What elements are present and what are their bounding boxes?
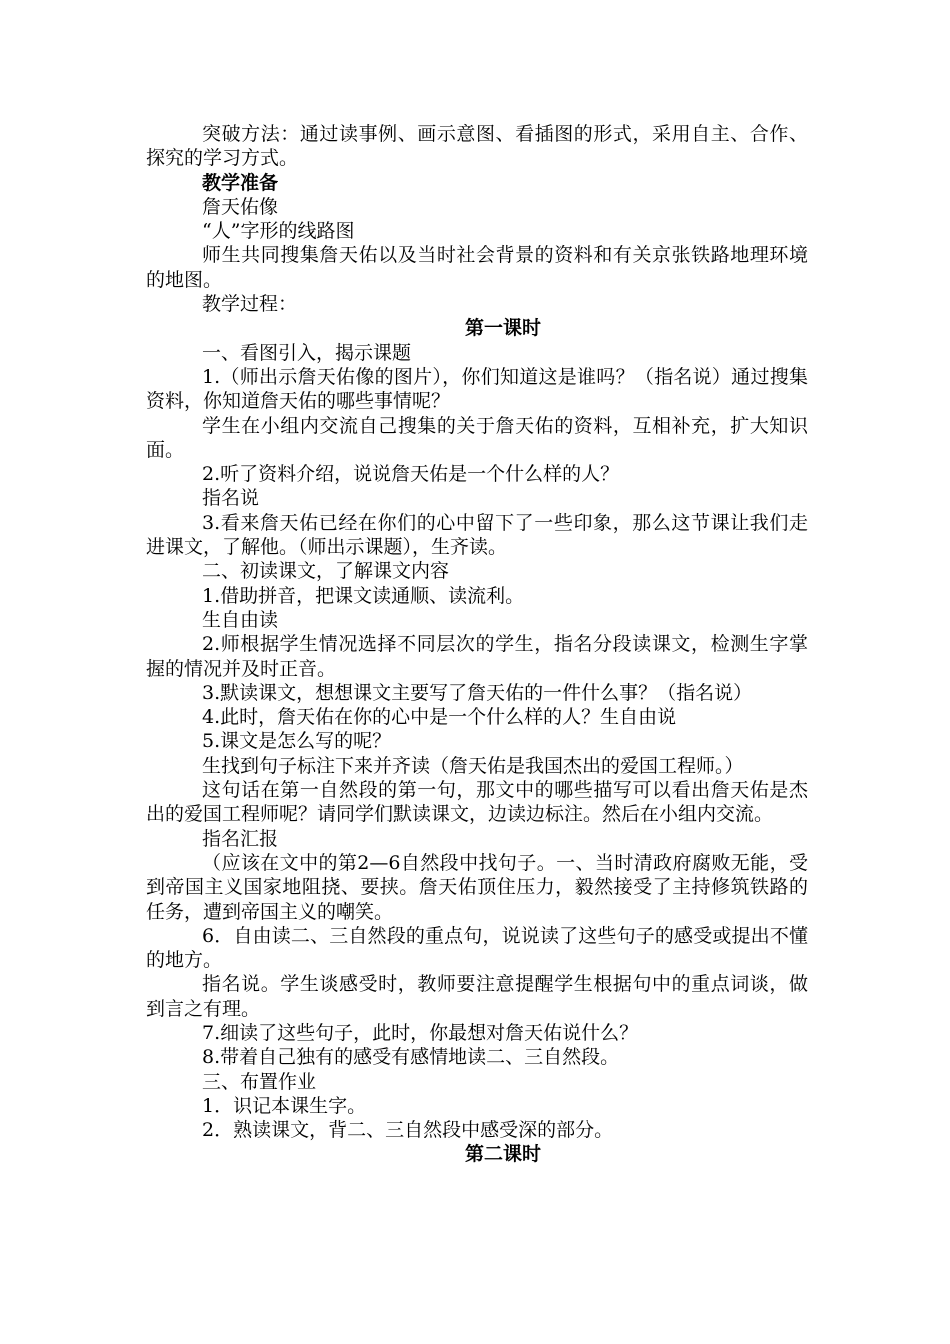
paragraph-share-feelings: 指名说。学生谈感受时，教师要注意提醒学生根据句中的重点词谈，做到言之有理。 xyxy=(146,973,808,1020)
section-heading-intro: 一、看图引入，揭示课题 xyxy=(202,341,412,364)
document-body xyxy=(146,122,808,1167)
paragraph-first-sentence: 这句话在第一自然段的第一句，那文中的哪些描写可以看出詹天佑是杰出的爱国工程师呢？请同学们默读课文，边读边标注。然后在小组内交流。 xyxy=(146,779,808,826)
paragraph-reading-step-2: 2.师根据学生情况选择不同层次的学生，指名分段读课文，检测生字掌握的情况并及时正音。 xyxy=(146,633,808,680)
heading-first-lesson: 第一课时 xyxy=(464,317,541,340)
paragraph-homework-2: 2．熟读课文，背二、三自然段中感受深的部分。 xyxy=(202,1119,614,1142)
section-heading-homework: 三、布置作业 xyxy=(202,1070,317,1093)
paragraph-reading-step-6: 6．自由读二、三自然段的重点句，说说读了这些句子的感受或提出不懂的地方。 xyxy=(146,924,808,972)
paragraph-step-3: 3.看来詹天佑已经在你们的心中留下了一些印象，那么这节课让我们走进课文，了解他。（师出示课题），生齐读。 xyxy=(146,511,808,559)
paragraph-reading-step-7: 7.细读了这些句子，此时，你最想对詹天佑说什么？ xyxy=(202,1021,639,1044)
heading-second-lesson: 第二课时 xyxy=(464,1143,541,1166)
heading-teaching-preparation: 教学准备 xyxy=(202,171,279,194)
paragraph-reading-step-3: 3.默读课文，想想课文主要写了詹天佑的一件什么事？（指名说） xyxy=(202,681,753,704)
paragraph-free-reading: 生自由读 xyxy=(202,608,279,631)
paragraph-group-exchange: 学生在小组内交流自己搜集的关于詹天佑的资料，互相补充，扩大知识面。 xyxy=(146,414,808,461)
paragraph-teaching-process: 教学过程： xyxy=(202,293,298,316)
paragraph-step-1: 1.（师出示詹天佑像的图片），你们知道这是谁吗？（指名说）通过搜集资料，你知道詹天佑的哪些事情呢？ xyxy=(146,365,808,413)
paragraph-report: 指名汇报 xyxy=(202,827,279,850)
paragraph-step-2: 2.听了资料介绍，说说詹天佑是一个什么样的人？ xyxy=(202,463,620,486)
paragraph-reading-step-8: 8.带着自己独有的感受有感情地读二、三自然段。 xyxy=(202,1046,620,1069)
paragraph-reading-step-5: 5.课文是怎么写的呢？ xyxy=(202,730,392,753)
paragraph-route-diagram: “人”字形的线路图 xyxy=(202,220,355,243)
paragraph-reading-step-4: 4.此时，詹天佑在你的心中是一个什么样的人？生自由说 xyxy=(202,706,677,729)
paragraph-portrait: 詹天佑像 xyxy=(202,195,279,218)
paragraph-reading-step-1: 1.借助拼音，把课文读通顺、读流利。 xyxy=(202,584,525,607)
paragraph-find-sentences-2-6: （应该在文中的第2—6自然段中找句子。一、当时清政府腐败无能，受到帝国主义国家地阻挠、要挟。詹天佑顶住压力，毅然接受了主持修筑铁路的任务，遭到帝国主义的嘲笑。 xyxy=(146,851,808,923)
paragraph-find-sentence: 生找到句子标注下来并齐读（詹天佑是我国杰出的爱国工程师。） xyxy=(202,754,744,777)
paragraph-collect-materials: 师生共同搜集詹天佑以及当时社会背景的资料和有关京张铁路地理环境的地图。 xyxy=(146,244,808,291)
paragraph-breakthrough-method: 突破方法：通过读事例、画示意图、看插图的形式，采用自主、合作、探究的学习方式。 xyxy=(146,123,808,170)
paragraph-name-say: 指名说 xyxy=(202,487,260,510)
section-heading-first-reading: 二、初读课文，了解课文内容 xyxy=(202,560,450,583)
paragraph-homework-1: 1．识记本课生字。 xyxy=(202,1094,367,1117)
